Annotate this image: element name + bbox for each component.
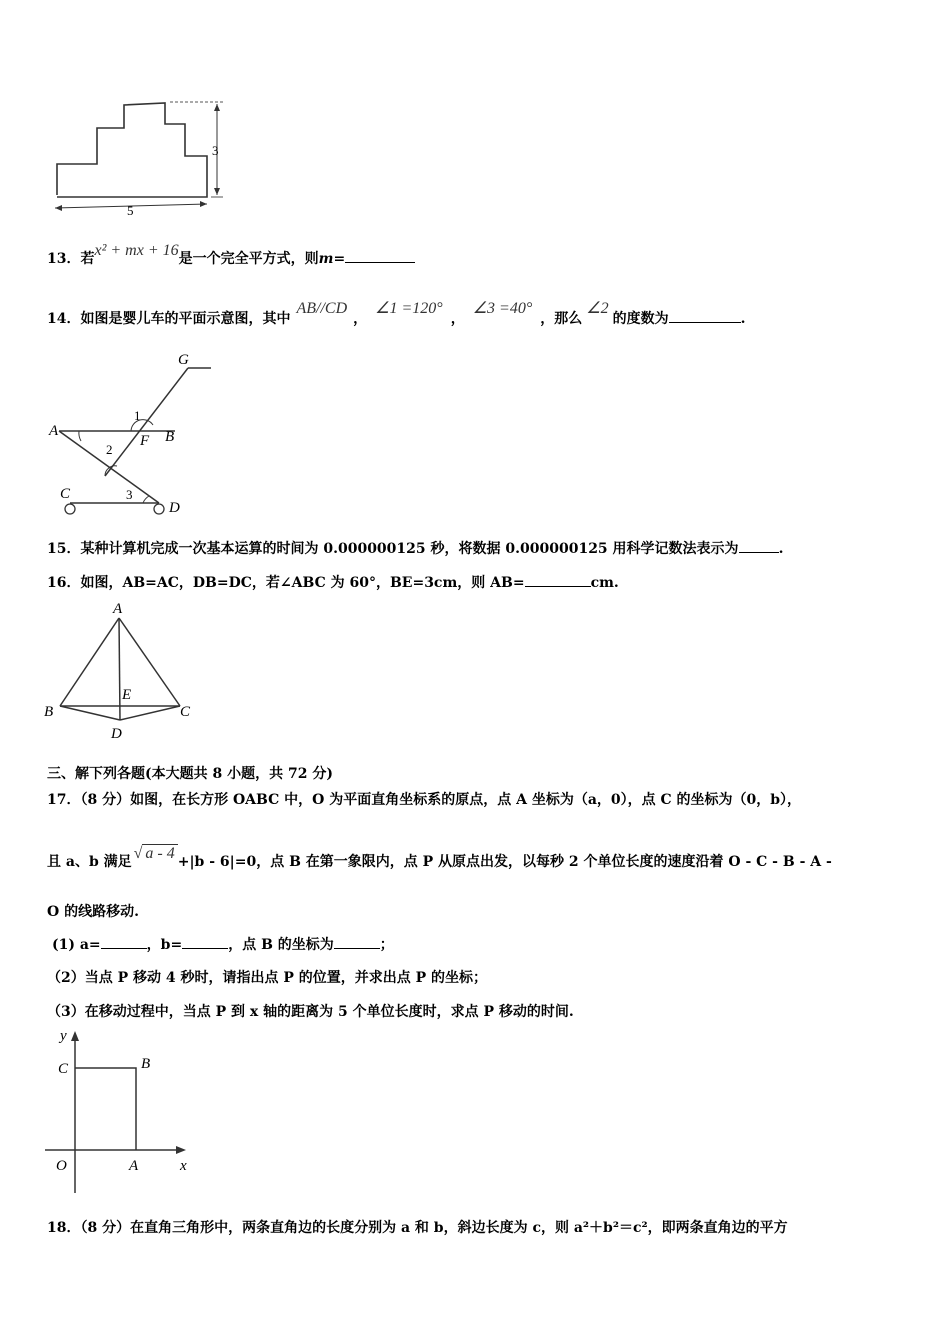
label-E: E	[122, 687, 132, 703]
answer-blank-B-coordinates[interactable]	[334, 934, 380, 949]
label-B: B	[141, 1056, 151, 1072]
width-label: 5	[127, 203, 134, 218]
label-C: C	[60, 486, 71, 502]
question-13: 13．若x² + mx + 16是一个完全平方式，则m=	[47, 248, 415, 269]
answer-blank-a[interactable]	[101, 934, 147, 949]
label-y: y	[60, 1028, 67, 1044]
answer-blank-16[interactable]	[525, 572, 591, 587]
label-3: 3	[126, 487, 133, 502]
answer-blank-14[interactable]	[669, 308, 741, 323]
coordinate-figure	[40, 1025, 200, 1195]
answer-blank-15[interactable]	[739, 538, 779, 553]
label-O: O	[56, 1158, 67, 1174]
label-1: 1	[134, 408, 141, 423]
label-G: G	[178, 352, 189, 368]
stroller-figure	[45, 348, 225, 523]
height-label: 3	[212, 143, 219, 158]
question-15: 15．某种计算机完成一次基本运算的时间为 0.000000125 秒，将数据 0.000000125 用科学记数法表示为 .	[47, 538, 783, 559]
question-18: 18．（8 分）在直角三角形中，两条直角边的长度分别为 a 和 b，斜边长度为 c，则 a²＋b²＝c²，即两条直角边的平方	[47, 1220, 788, 1236]
label-A: A	[129, 1158, 139, 1174]
question-17-line-1: 17．（8 分）如图，在长方形 OABC 中，O 为平面直角坐标系的原点，点 A 坐标为（a，0），点 C 的坐标为（0，b），	[47, 792, 802, 808]
label-B: B	[165, 429, 175, 445]
question-17-part-3: （3）在移动过程中，当点 P 到 x 轴的距离为 5 个单位长度时，求点 P 移动的时间.	[47, 1004, 574, 1020]
label-A: A	[49, 423, 59, 439]
label-C: C	[180, 704, 191, 720]
question-16: 16．如图，AB=AC，DB=DC，若∠ABC 为 60°，BE=3cm，则 AB= cm.	[47, 572, 619, 593]
label-C: C	[58, 1061, 69, 1077]
sqrt-expression: √ a - 4	[134, 845, 178, 862]
answer-blank-b[interactable]	[182, 934, 228, 949]
question-17-line-2: 且 a、b 满足 √ a - 4 +|b - 6|=0，点 B 在第一象限内，点 P 从原点出发，以每秒 2 个单位长度的速度沿着 O - C - B - A -	[47, 845, 832, 870]
label-D: D	[111, 726, 122, 742]
question-17-part-2: （2）当点 P 移动 4 秒时，请指出点 P 的位置，并求出点 P 的坐标；	[47, 970, 488, 986]
label-B: B	[44, 704, 54, 720]
q13-expression: x² + mx + 16	[94, 242, 179, 259]
label-D: D	[169, 500, 180, 516]
question-17-part-1: (1) a= ，b= ，点 B 的坐标为 ；	[52, 934, 394, 955]
question-14: 14．如图是婴儿车的平面示意图，其中AB//CD，∠1 =120°，∠3 =40°，那么∠2的度数为 .	[47, 300, 746, 327]
triangle-figure	[40, 598, 200, 743]
label-F: F	[140, 433, 150, 449]
label-A: A	[113, 601, 123, 617]
label-x: x	[180, 1158, 187, 1174]
section-3-title: 三、解下列各题(本大题共 8 小题，共 72 分)	[47, 766, 333, 782]
question-17-line-3: O 的线路移动.	[47, 904, 139, 920]
label-2: 2	[106, 442, 113, 457]
staircase-figure	[45, 95, 235, 220]
answer-blank-13[interactable]	[345, 248, 415, 263]
